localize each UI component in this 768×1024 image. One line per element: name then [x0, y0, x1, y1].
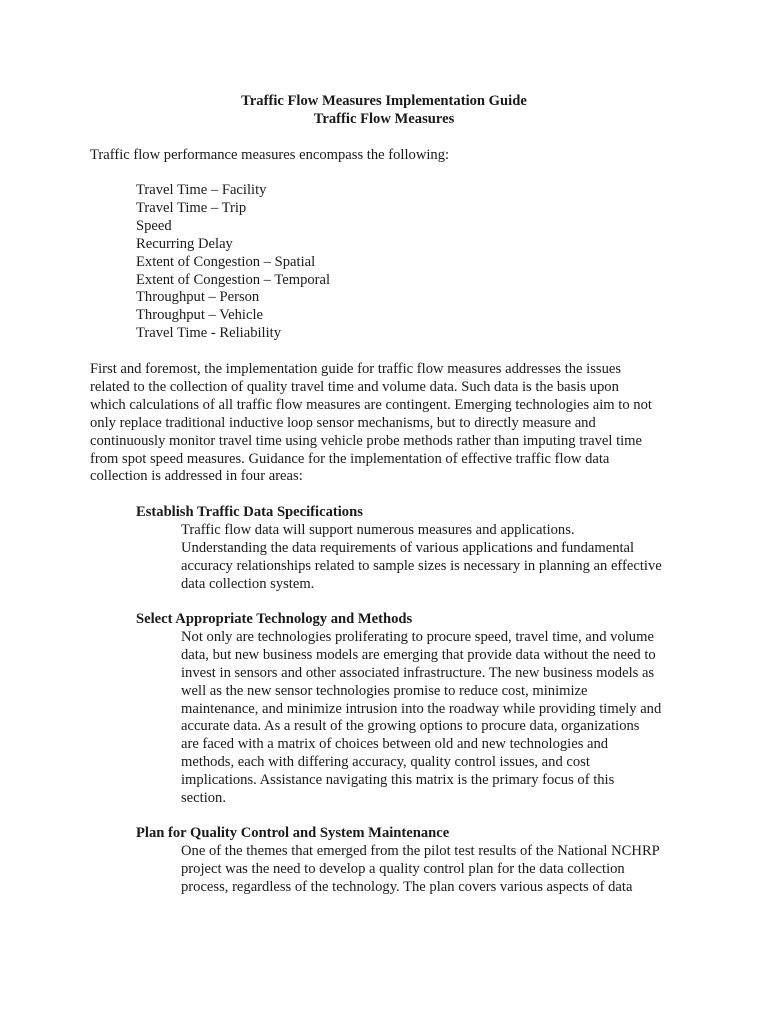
section-line: data, but new business models are emerging that provide data without the need to [181, 646, 656, 663]
intro-sentence: Traffic flow performance measures encompass the following: [90, 147, 450, 163]
section-line: Traffic flow data will support numerous measures and applications. [181, 521, 575, 538]
paragraph-line: continuously monitor travel time using vehicle probe methods rather than imputing travel time [90, 432, 643, 449]
paragraph-line: only replace traditional inductive loop sensor mechanisms, but to directly measure and [90, 414, 596, 431]
paragraph-line: First and foremost, the implementation guide for traffic flow measures addresses the issues [90, 361, 622, 377]
area-section [136, 611, 696, 808]
section-line: project was the need to develop a quality control plan for the data collection [181, 860, 625, 877]
section-line: maintenance, and minimize intrusion into the roadway while providing timely and [181, 700, 662, 717]
list-item: Recurring Delay [136, 235, 233, 252]
area-section [136, 504, 696, 594]
paragraph-line: which calculations of all traffic flow measures are contingent. Emerging technologies aim to not [90, 396, 652, 413]
paragraph-line: collection is addressed in four areas: [90, 468, 303, 485]
section-line: section. [181, 790, 226, 807]
paragraph-line: from spot speed measures. Guidance for the implementation of effective traffic flow data [90, 450, 610, 467]
section-body [181, 843, 696, 897]
document-title: Traffic Flow Measures Implementation Guide [241, 93, 527, 109]
section-line: accuracy relationships related to sample sizes is necessary in planning an effective [181, 557, 662, 574]
section-body [181, 629, 696, 808]
section-line: invest in sensors and other associated infrastructure. The new business models as [181, 664, 655, 681]
section-heading: Establish Traffic Data Specifications [136, 504, 363, 520]
title-block [0, 93, 768, 129]
section-line: Understanding the data requirements of various applications and fundamental [181, 539, 635, 556]
section-line: process, regardless of the technology. The plan covers various aspects of data [181, 878, 633, 895]
list-item: Extent of Congestion – Temporal [136, 271, 331, 288]
document-subtitle: Traffic Flow Measures [313, 110, 455, 127]
list-item: Extent of Congestion – Spatial [136, 253, 316, 270]
list-item: Travel Time – Facility [136, 182, 267, 198]
measures-list [136, 182, 330, 343]
area-section [136, 825, 696, 897]
section-heading: Plan for Quality Control and System Maintenance [136, 825, 450, 841]
section-line: Not only are technologies proliferating to procure speed, travel time, and volume [181, 628, 654, 645]
section-line: implications. Assistance navigating this matrix is the primary focus of this [181, 772, 615, 789]
list-item: Throughput – Vehicle [136, 307, 263, 324]
section-body [181, 522, 696, 594]
body-paragraph [90, 361, 690, 486]
section-line: are faced with a matrix of choices between old and new technologies and [181, 736, 609, 753]
section-heading: Select Appropriate Technology and Methods [136, 611, 413, 627]
list-item: Travel Time - Reliability [136, 325, 282, 342]
section-line: One of the themes that emerged from the pilot test results of the National NCHRP [181, 842, 660, 859]
section-line: methods, each with differing accuracy, quality control issues, and cost [181, 754, 590, 771]
list-item: Speed [136, 217, 172, 234]
section-line: well as the new sensor technologies promise to reduce cost, minimize [181, 682, 588, 699]
section-line: accurate data. As a result of the growing options to procure data, organizations [181, 718, 640, 735]
section-line: data collection system. [181, 575, 315, 592]
paragraph-line: related to the collection of quality travel time and volume data. Such data is the basis upon [90, 378, 619, 395]
list-item: Travel Time – Trip [136, 199, 247, 216]
list-item: Throughput – Person [136, 289, 260, 306]
